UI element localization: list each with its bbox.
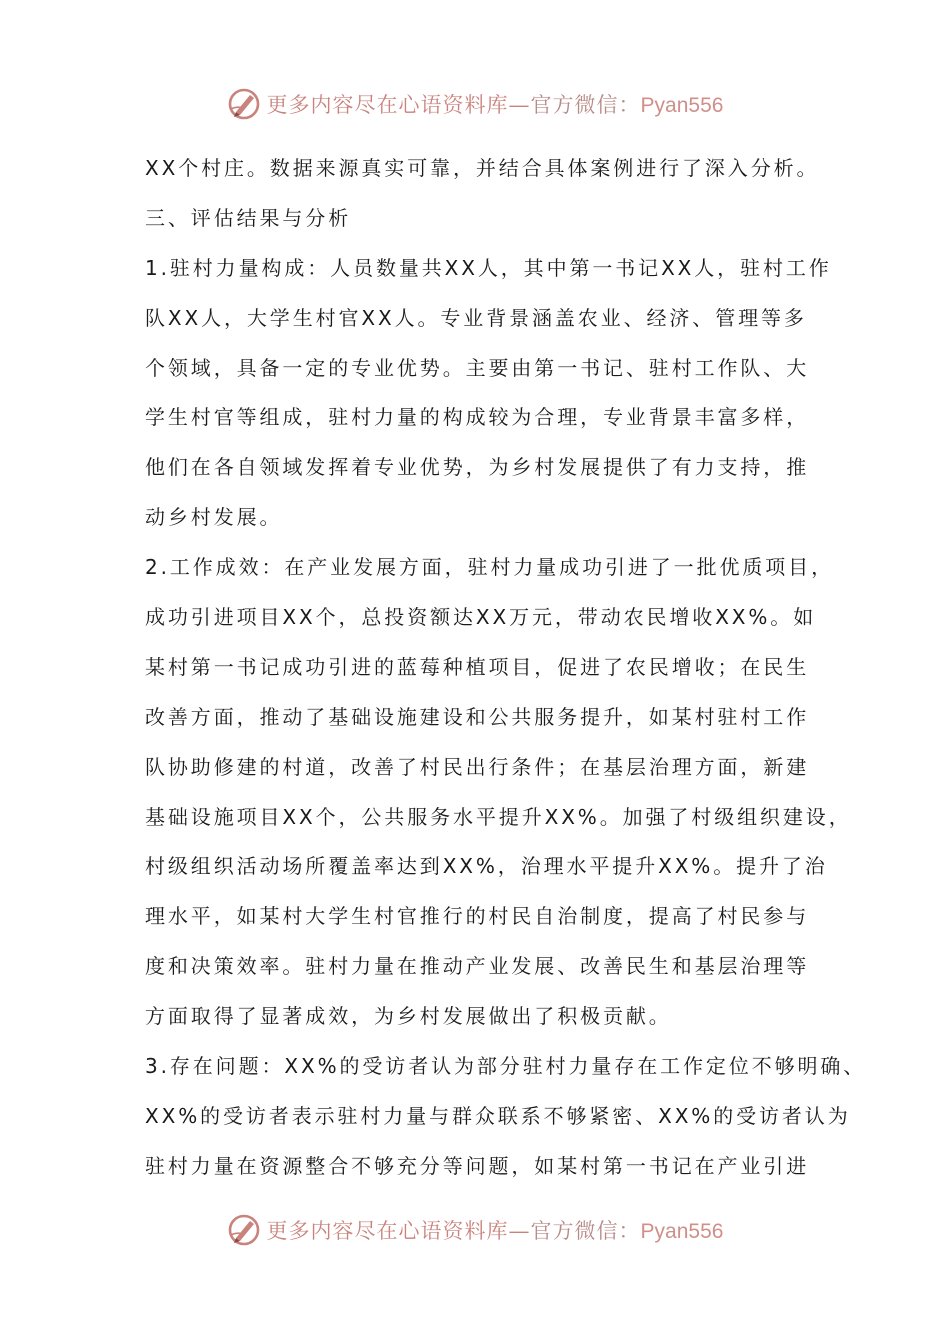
text-line: 动乡村发展。	[145, 505, 283, 530]
watermark-wechat-id: Pyan556	[640, 1220, 724, 1243]
text-line: 三、评估结果与分析	[145, 205, 352, 230]
text-line: 度和决策效率。驻村力量在推动产业发展、改善民生和基层治理等	[145, 954, 810, 979]
watermark-wechat-id: Pyan556	[640, 94, 724, 117]
watermark-main-text: 更多内容尽在心语资料库—	[266, 93, 531, 117]
watermark-main-text: 更多内容尽在心语资料库—	[266, 1219, 531, 1243]
text-line: 2.工作成效：在产业发展方面，驻村力量成功引进了一批优质项目，	[145, 555, 834, 580]
pen-circle-logo-icon	[227, 1213, 261, 1247]
text-line: 驻村力量在资源整合不够充分等问题，如某村第一书记在产业引进	[145, 1153, 810, 1178]
text-line: 他们在各自领域发挥着专业优势，为乡村发展提供了有力支持，推	[145, 455, 810, 480]
text-line: 队XX人，大学生村官XX人。专业背景涵盖农业、经济、管理等多	[145, 305, 807, 330]
header-watermark	[0, 84, 950, 124]
text-line: XX%的受访者表示驻村力量与群众联系不够紧密、XX%的受访者认为	[145, 1103, 851, 1128]
text-line: XX个村庄。数据来源真实可靠，并结合具体案例进行了深入分析。	[145, 156, 820, 180]
text-line: 方面取得了显著成效，为乡村发展做出了积极贡献。	[145, 1004, 672, 1029]
pen-circle-logo-icon	[227, 87, 261, 121]
watermark-text	[267, 1215, 724, 1245]
text-line: 某村第一书记成功引进的蓝莓种植项目，促进了农民增收；在民生	[145, 654, 810, 679]
watermark-wechat-label: 官方微信：	[530, 1219, 641, 1243]
text-line: 理水平，如某村大学生村官推行的村民自治制度，提高了村民参与	[145, 904, 810, 929]
text-line: 基础设施项目XX个，公共服务水平提升XX%。加强了村级组织建设，	[145, 804, 852, 829]
text-line: 队协助修建的村道，改善了村民出行条件；在基层治理方面，新建	[145, 754, 810, 779]
text-line: 改善方面，推动了基础设施建设和公共服务提升，如某村驻村工作	[145, 704, 810, 729]
text-line: 个领域，具备一定的专业优势。主要由第一书记、驻村工作队、大	[145, 355, 810, 380]
document-body	[145, 144, 867, 1192]
text-line: 村级组织活动场所覆盖率达到XX%，治理水平提升XX%。提升了治	[145, 854, 828, 879]
footer-watermark	[0, 1210, 950, 1250]
watermark-text	[267, 89, 724, 119]
text-line: 3.存在问题：XX%的受访者认为部分驻村力量存在工作定位不够明确、	[145, 1054, 867, 1079]
text-line: 学生村官等组成，驻村力量的构成较为合理，专业背景丰富多样，	[145, 405, 810, 430]
text-line: 1.驻村力量构成：人员数量共XX人，其中第一书记XX人，驻村工作	[145, 255, 832, 280]
text-line: 成功引进项目XX个，总投资额达XX万元，带动农民增收XX%。如	[145, 605, 817, 630]
watermark-wechat-label: 官方微信：	[530, 93, 641, 117]
